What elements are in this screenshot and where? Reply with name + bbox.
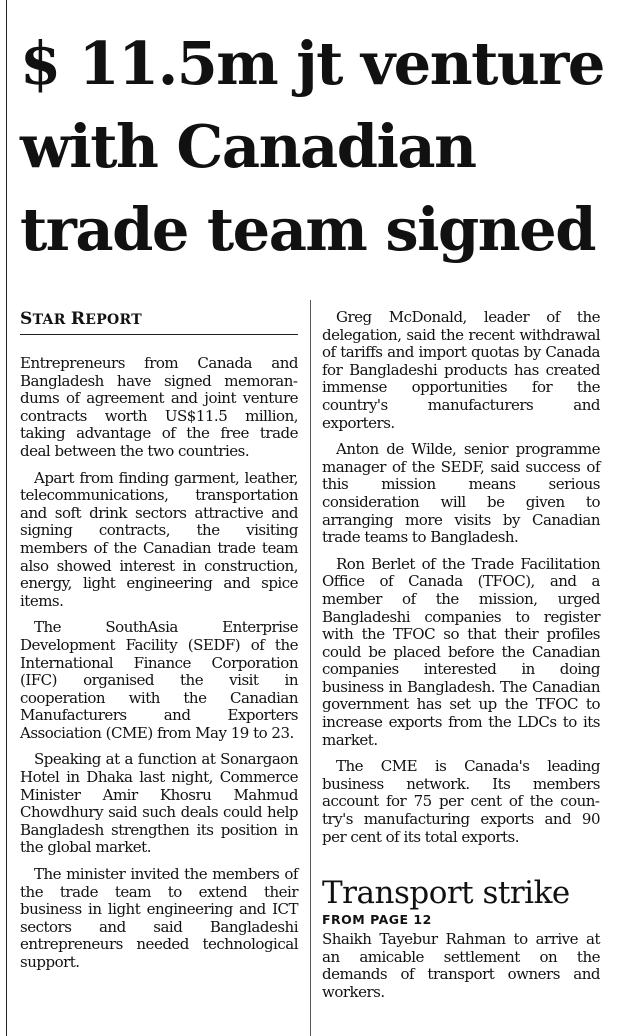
sidebar-story-paragraph: Shaikh Tayebur Rahman to arrive at an amicable settlement on the demands of transport owners and workers. <box>322 930 600 1001</box>
article-paragraph: Speaking at a function at Sonargaon Hotel in Dhaka last night, Commerce Minister Amir Khosru Mahmud Chowdhury said such deals could help Bangladesh strengthen its position in the global market. <box>20 750 298 857</box>
article-column-right <box>322 300 600 1011</box>
column-divider <box>310 300 311 1036</box>
article-column-left <box>20 300 298 981</box>
page-left-rule <box>6 0 7 1036</box>
continuation-label: FROM PAGE 12 <box>322 912 432 928</box>
headline-line-1: $ 11.5m jt venture <box>20 29 604 98</box>
article-paragraph: The CME is Canada's leading business network. Its members account for 75 per cent of the country's manufacturing exports and 90 per cent of its total exports. <box>322 757 600 846</box>
article-paragraph: Anton de Wilde, senior programme manager of the SEDF, said success of this mission means serious consideration will be given to arranging more visits by Canadian trade teams to Bangladesh. <box>322 440 600 547</box>
headline-line-2: with Canadian <box>20 112 476 181</box>
article-paragraph: Greg McDonald, leader of the delegation, said the recent withdrawal of tariffs and import quotas by Canada for Bangladeshi products has created immense opportunities for the country's manufacturers and exporters. <box>322 308 600 432</box>
article-paragraph: The SouthAsia Enterprise Development Facility (SEDF) of the International Finance Corporation (IFC) organised the visit in cooperation with the Canadian Manufacturers and Exporters Association (CME) from May 19 to 23. <box>20 618 298 742</box>
article-paragraph: The minister invited the members of the trade team to extend their business in light engineering and ICT sectors and said Bangladeshi entrepreneurs needed technological support. <box>20 865 298 971</box>
sidebar-story-headline: Transport strike <box>322 875 570 912</box>
article-paragraph: Apart from finding garment, leather, telecommunications, transportation and soft drink sectors attractive and signing contracts, the visiting members of the Canadian trade team also showed interest in construction, energy, light engineering and spice items. <box>20 468 298 610</box>
article-paragraph: Entrepreneurs from Canada and Bangladesh have signed memorandums of agreement and joint venture contracts worth US$11.5 million, taking advantage of the free trade deal between the two countries. <box>20 354 298 460</box>
article-headline <box>20 22 610 271</box>
byline: STAR REPORT <box>20 309 298 335</box>
headline-line-3: trade team signed <box>20 195 595 264</box>
article-paragraph: Ron Berlet of the Trade Facilitation Office of Canada (TFOC), and a member of the mission, urged Bangladeshi companies to register with the TFOC so that their profiles could be placed before the Canadian companies interested in doing business in Bangladesh. The Canadian government has set up the TFOC to increase exports from the LDCs to its market. <box>322 554 600 749</box>
